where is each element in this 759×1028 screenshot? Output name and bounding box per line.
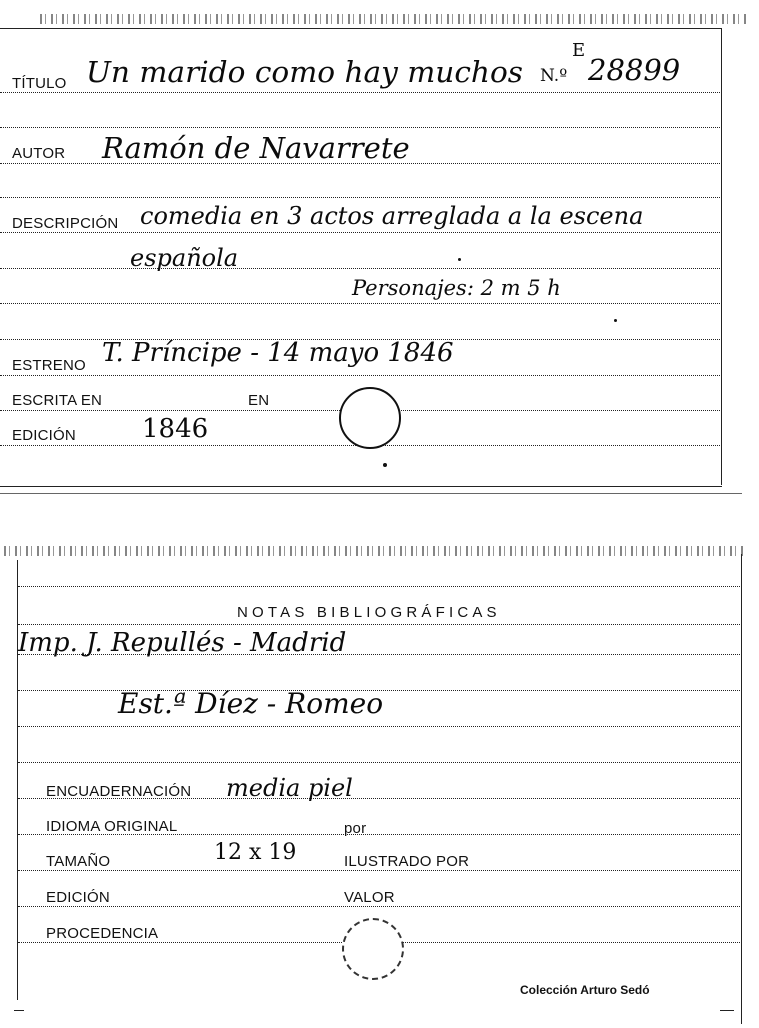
ruled-line bbox=[0, 127, 722, 128]
procedencia-label: PROCEDENCIA bbox=[46, 925, 159, 942]
card-separator bbox=[0, 493, 742, 494]
tamano-label: TAMAÑO bbox=[46, 853, 111, 870]
numero-prefix: N.º bbox=[540, 66, 568, 86]
notas-line1: Imp. J. Repullés - Madrid bbox=[18, 628, 347, 658]
ink-dot bbox=[458, 258, 461, 261]
ink-dot bbox=[383, 463, 387, 467]
por-label: por bbox=[344, 820, 367, 837]
autor-value: Ramón de Navarrete bbox=[102, 131, 410, 165]
ruled-line bbox=[18, 870, 740, 871]
edicion-value: 1846 bbox=[142, 414, 209, 444]
tamano-value: 12 x 19 bbox=[214, 840, 297, 865]
ruled-line bbox=[18, 906, 740, 907]
ruled-line bbox=[0, 303, 722, 304]
autor-label: AUTOR bbox=[12, 145, 66, 162]
numero-value: 28899 bbox=[588, 53, 681, 87]
valor-label: VALOR bbox=[344, 889, 395, 906]
punch-hole bbox=[339, 387, 401, 449]
edicion-label: EDICIÓN bbox=[12, 427, 76, 444]
encuadernacion-label: ENCUADERNACIÓN bbox=[46, 783, 192, 800]
catalog-card-bottom bbox=[0, 540, 759, 1028]
card-right-border bbox=[741, 554, 742, 1024]
card-right-border bbox=[721, 28, 722, 485]
card-left-border bbox=[17, 560, 18, 1000]
scan-noise-bottom bbox=[4, 546, 743, 556]
notas-heading: NOTAS BIBLIOGRÁFICAS bbox=[237, 604, 501, 621]
ruled-line bbox=[0, 232, 722, 233]
descripcion-label: DESCRIPCIÓN bbox=[12, 215, 119, 232]
titulo-label: TÍTULO bbox=[12, 75, 67, 92]
titulo-value: Un marido como hay muchos bbox=[86, 55, 523, 89]
card-top-border bbox=[0, 28, 722, 29]
ruled-line bbox=[0, 197, 722, 198]
escrita-en-label: ESCRITA EN bbox=[12, 392, 103, 409]
ruled-line bbox=[0, 268, 722, 269]
notas-line2: Est.ª Díez - Romeo bbox=[118, 687, 384, 720]
ruled-line bbox=[18, 726, 740, 727]
coleccion-footer: Colección Arturo Sedó bbox=[520, 983, 650, 997]
idioma-original-label: IDIOMA ORIGINAL bbox=[46, 818, 178, 835]
punch-hole bbox=[342, 918, 404, 980]
card-bottom-border bbox=[0, 486, 722, 487]
encuadernacion-value: media piel bbox=[226, 774, 353, 802]
corner-mark bbox=[720, 1010, 734, 1011]
ruled-line bbox=[18, 762, 740, 763]
numero-superscript: E bbox=[572, 40, 586, 61]
descripcion-value-line1: comedia en 3 actos arreglada a la escena bbox=[140, 202, 644, 230]
scan-noise-top bbox=[40, 14, 749, 24]
estreno-value: T. Príncipe - 14 mayo 1846 bbox=[102, 338, 454, 368]
ruled-line bbox=[0, 375, 722, 376]
ink-dot bbox=[614, 319, 617, 322]
estreno-label: ESTRENO bbox=[12, 357, 86, 374]
catalog-card-top bbox=[0, 0, 759, 495]
ruled-line bbox=[18, 624, 740, 625]
descripcion-value-line2: española bbox=[130, 244, 239, 272]
corner-mark bbox=[14, 1010, 24, 1011]
edicion-label: EDICIÓN bbox=[46, 889, 110, 906]
personajes-value: Personajes: 2 m 5 h bbox=[352, 276, 561, 300]
ruled-line bbox=[0, 92, 722, 93]
ruled-line bbox=[18, 586, 740, 587]
en-label: EN bbox=[248, 392, 270, 409]
ilustrado-por-label: ILUSTRADO POR bbox=[344, 853, 470, 870]
